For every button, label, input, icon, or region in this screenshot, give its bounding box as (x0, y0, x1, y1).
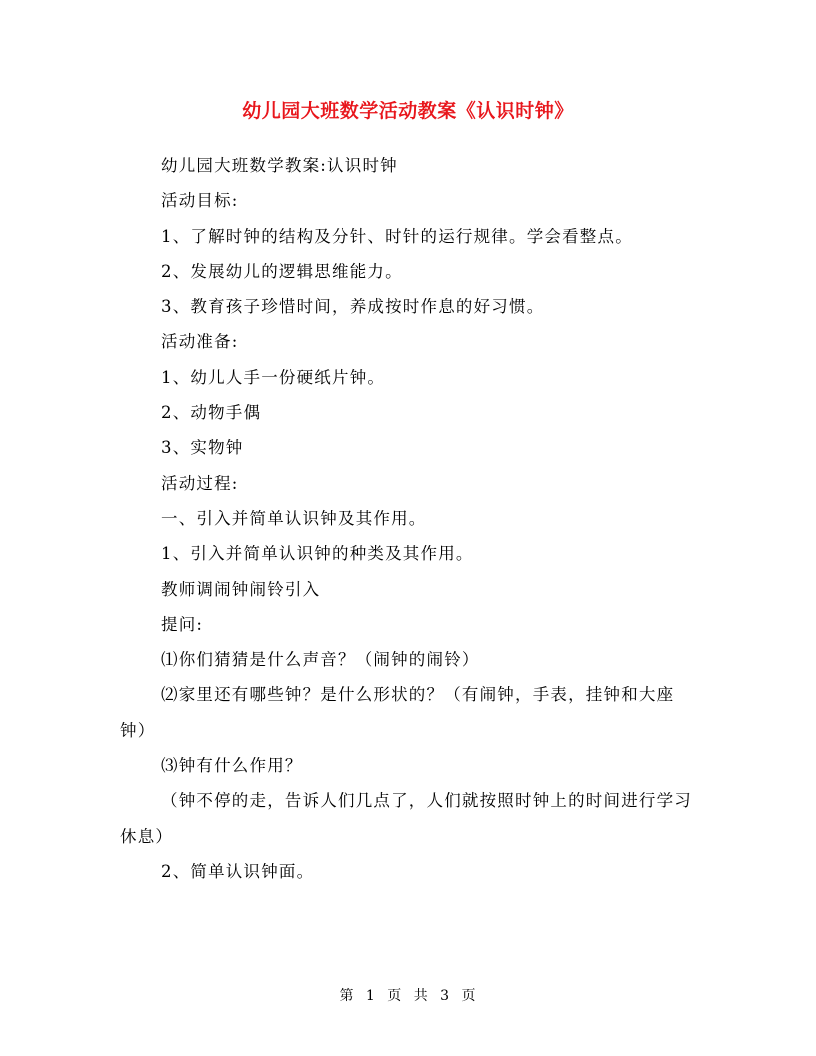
footer-total-pages: 3 (440, 988, 451, 1004)
footer-label-total: 共 (413, 988, 429, 1004)
paragraph: ⑴你们猜猜是什么声音？（闹钟的闹铃） (161, 650, 480, 670)
footer-label-unit: 页 (387, 988, 403, 1004)
footer-label-unit-end: 页 (461, 988, 477, 1004)
paragraph: 一、引入并简单认识钟及其作用。 (161, 508, 427, 528)
paragraph: 2、简单认识钟面。 (161, 861, 315, 881)
page-footer (0, 986, 816, 1006)
footer-label-page: 第 (339, 988, 355, 1004)
paragraph: ⑵家里还有哪些钟？是什么形状的？（有闹钟，手表，挂钟和大座钟） (120, 685, 675, 740)
paragraph: 2、动物手偶 (161, 403, 262, 423)
paragraph: 活动目标: (161, 191, 239, 211)
paragraph: 3、实物钟 (161, 438, 244, 458)
paragraph: 2、发展幼儿的逻辑思维能力。 (161, 261, 403, 281)
paragraph: （钟不停的走，告诉人们几点了，人们就按照时钟上的时间进行学习休息） (120, 791, 692, 846)
paragraph: 活动准备: (161, 332, 239, 352)
paragraph: 1、引入并简单认识钟的种类及其作用。 (161, 544, 474, 564)
paragraph: 幼儿园大班数学教案:认识时钟 (161, 156, 398, 175)
footer-current-page: 1 (365, 988, 376, 1004)
paragraph: 教师调闹钟闹铃引入 (161, 579, 321, 599)
paragraph: 1、了解时钟的结构及分针、时针的运行规律。学会看整点。 (161, 226, 633, 246)
paragraph: 活动过程: (161, 473, 239, 493)
paragraph: 提问: (161, 614, 204, 634)
paragraph: ⑶钟有什么作用？ (161, 756, 303, 776)
paragraph: 3、教育孩子珍惜时间，养成按时作息的好习惯。 (161, 297, 545, 317)
document-body (120, 148, 698, 889)
document-title: 幼儿园大班数学活动教案《认识时钟》 (242, 100, 574, 122)
paragraph: 1、幼儿人手一份硬纸片钟。 (161, 367, 386, 387)
